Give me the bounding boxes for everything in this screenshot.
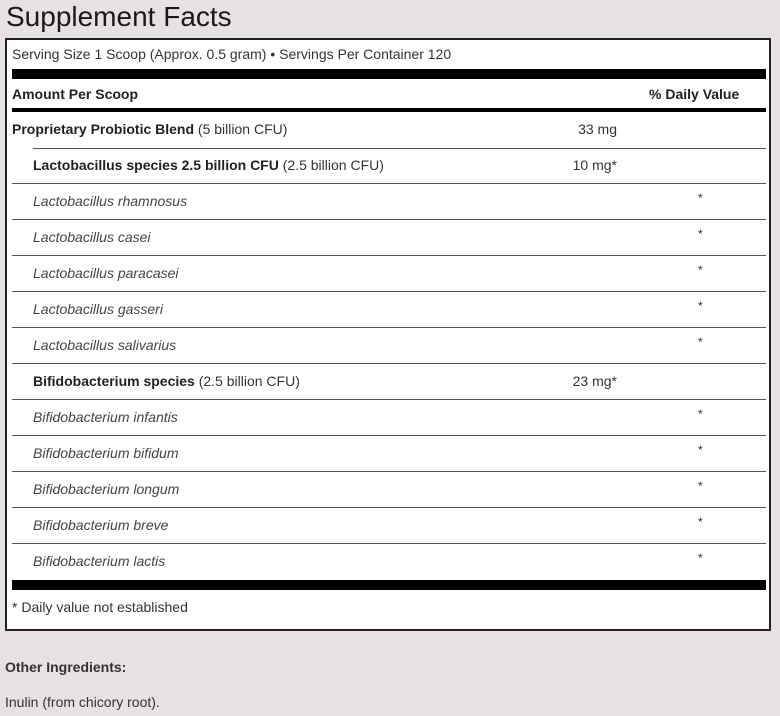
ingredient-name-bold: Bifidobacterium species	[33, 373, 195, 389]
strain-name: Bifidobacterium bifidum	[33, 445, 179, 461]
amount-header: Amount Per Scoop	[12, 86, 139, 102]
ingredient-table	[12, 112, 766, 580]
ingredient-name	[33, 337, 176, 353]
table-row	[12, 112, 766, 148]
ingredient-name	[33, 301, 163, 317]
table-row	[12, 184, 766, 220]
ingredient-name-bold: Proprietary Probiotic Blend	[12, 121, 195, 137]
table-row	[12, 364, 766, 400]
ingredient-name	[12, 121, 287, 137]
daily-value-cell: *	[698, 227, 703, 241]
daily-value-cell: *	[698, 335, 703, 349]
table-row	[12, 148, 766, 184]
serving-info: Serving Size 1 Scoop (Approx. 0.5 gram) • Servings Per Container 120	[12, 46, 452, 62]
daily-value-cell: *	[698, 443, 703, 457]
strain-name: Lactobacillus casei	[33, 229, 151, 245]
ingredient-amount: 10 mg*	[572, 157, 617, 173]
daily-value-cell: *	[698, 299, 703, 313]
other-ingredients-label: Other Ingredients:	[5, 659, 127, 675]
ingredient-name	[33, 157, 384, 173]
strain-name: Lactobacillus paracasei	[33, 265, 179, 281]
ingredient-name	[33, 553, 165, 569]
strain-name: Lactobacillus gasseri	[33, 301, 163, 317]
supplement-facts-panel	[5, 38, 771, 631]
ingredient-name	[33, 481, 179, 497]
table-row	[12, 292, 766, 328]
ingredient-name	[33, 193, 187, 209]
table-row	[12, 544, 766, 580]
daily-value-cell: *	[698, 551, 703, 565]
top-divider-bar	[12, 69, 766, 79]
table-row	[12, 256, 766, 292]
daily-value-cell: *	[698, 191, 703, 205]
ingredient-cfu: (2.5 billion CFU)	[278, 157, 384, 173]
daily-value-cell: *	[698, 479, 703, 493]
strain-name: Bifidobacterium breve	[33, 517, 169, 533]
strain-name: Bifidobacterium longum	[33, 481, 180, 497]
other-ingredients-text: Inulin (from chicory root).	[5, 694, 160, 710]
daily-value-cell: *	[698, 407, 703, 421]
ingredient-name	[33, 409, 178, 425]
strain-name: Bifidobacterium infantis	[33, 409, 178, 425]
footnote: * Daily value not established	[12, 599, 188, 615]
daily-value-cell: *	[698, 263, 703, 277]
table-row	[12, 220, 766, 256]
ingredient-amount: 33 mg	[578, 121, 617, 137]
table-row	[12, 508, 766, 544]
ingredient-name	[33, 265, 179, 281]
ingredient-name	[33, 373, 300, 389]
daily-value-cell: *	[698, 515, 703, 529]
table-row	[12, 400, 766, 436]
ingredient-name	[33, 445, 179, 461]
page-title: Supplement Facts	[6, 1, 232, 32]
daily-value-header: % Daily Value	[649, 86, 740, 102]
table-row	[12, 328, 766, 364]
ingredient-name	[33, 517, 168, 533]
ingredient-cfu: (2.5 billion CFU)	[194, 373, 300, 389]
ingredient-amount: 23 mg*	[572, 373, 617, 389]
bottom-divider-bar	[12, 580, 766, 590]
strain-name: Lactobacillus rhamnosus	[33, 193, 188, 209]
table-row	[12, 472, 766, 508]
ingredient-name-bold: Lactobacillus species 2.5 billion CFU	[33, 157, 279, 173]
ingredient-name	[33, 229, 151, 245]
ingredient-cfu: (5 billion CFU)	[194, 121, 288, 137]
strain-name: Bifidobacterium lactis	[33, 553, 166, 569]
strain-name: Lactobacillus salivarius	[33, 337, 177, 353]
table-row	[12, 436, 766, 472]
